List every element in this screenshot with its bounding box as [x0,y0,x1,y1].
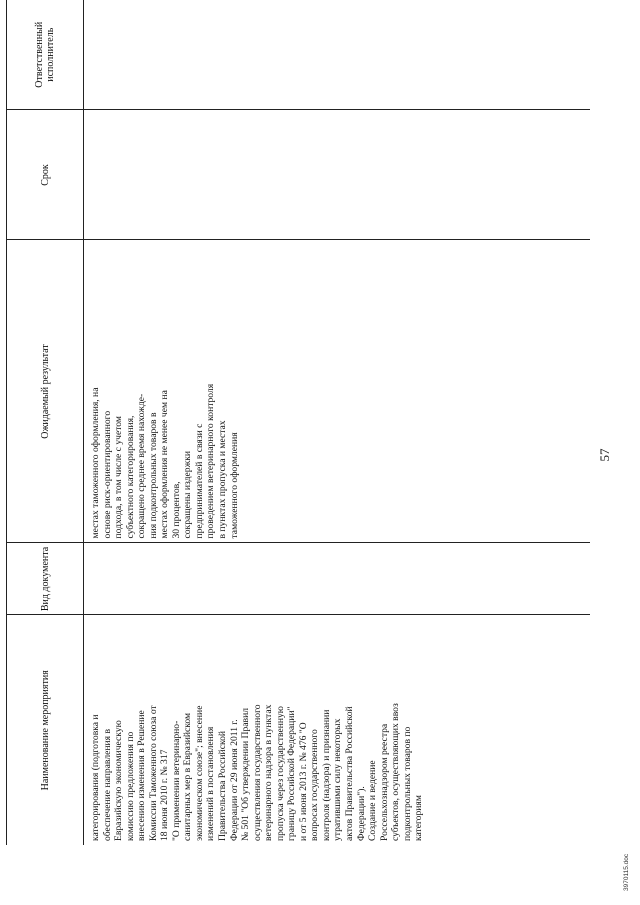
text-line: обеспечение направления в [101,729,113,841]
text-line: подконтрольных товаров по [401,726,413,841]
text-line: утратившими силу некоторых [332,718,344,841]
text-line: Комиссии Таможенного союза от [147,705,159,841]
text-line: Федерации от 29 июня 2011 г. [228,719,240,841]
text-line: вопросах государственного [309,729,321,841]
text-line: предпринимателей в связи с [193,423,205,539]
text-line: субъектного категорирования, [124,415,136,539]
text-line: таможенного оформления [228,432,240,539]
text-line: 18 июня 2010 г. № 317 [159,749,171,841]
text-line: внесению изменения в Решение [136,710,148,841]
header-term: Срок [7,110,84,240]
cell-responsible [84,0,591,110]
header-doc-type: Вид документа [7,543,84,615]
text-line: изменений в постановления [205,726,217,841]
text-line: осуществления государственного [251,704,263,841]
header-name: Наименование мероприятия [7,615,84,845]
text-line: экономическом союзе"; внесение [193,705,205,841]
cell-doc-type [84,543,591,615]
text-line: границу Российской Федерации" [286,706,298,841]
header-result: Ожидаемый результат [7,240,84,543]
measures-table [6,0,590,845]
text-line: сокращены издержки [182,450,194,539]
header-responsible: Ответственный исполнитель [7,0,84,110]
text-line: подхода, в том числе с учетом [113,416,125,539]
text-line: пропуска через государственную [274,706,286,841]
text-line: сокращено среднее время нахожде- [136,393,148,539]
footer-file-code: 3970115.doc [623,853,630,891]
text-line: актов Правительства Российской [344,706,356,841]
text-line: Создание и ведение [367,760,379,841]
cell-result [84,240,591,543]
text-line: контроля (надзора) и признании [320,709,332,841]
text-line: категориям [413,795,425,841]
text-line: Россельхознадзором реестра [378,723,390,841]
text-line: в пунктах пропуска и местах [217,420,229,539]
text-line: комиссию предложения по [124,731,136,841]
text-line: и от 5 июня 2013 г. № 476 "О [297,722,309,841]
text-line: основе риск-ориентированного [101,410,113,539]
text-line: категорирования (подготовка и [90,714,101,841]
text-line: Федерации"). [355,786,367,841]
text-line: 30 процентов, [170,481,182,539]
text-line: местах таможенного оформления, на [90,387,101,539]
text-line: ния подконтрольных товаров в [147,412,159,539]
text-line: субъектов, осуществляющих ввоз [390,703,402,841]
table-header-row [7,0,84,845]
text-line: санитарных мер в Евразийском [182,712,194,841]
text-line: ветеринарного надзора в пунктах [263,704,275,841]
text-line: Правительства Российской [217,730,229,841]
table-row [84,0,591,845]
page-number: 57 [597,448,612,462]
text-line: Евразийскую экономическую [113,720,125,841]
text-line: "О применении ветеринарно- [170,720,182,841]
text-line: № 501 "Об утверждении Правил [240,708,252,841]
cell-name [84,615,591,845]
cell-term [84,110,591,240]
text-line: проведением ветеринарного контроля [205,383,217,539]
text-line: местах оформления не менее чем на [159,390,171,539]
